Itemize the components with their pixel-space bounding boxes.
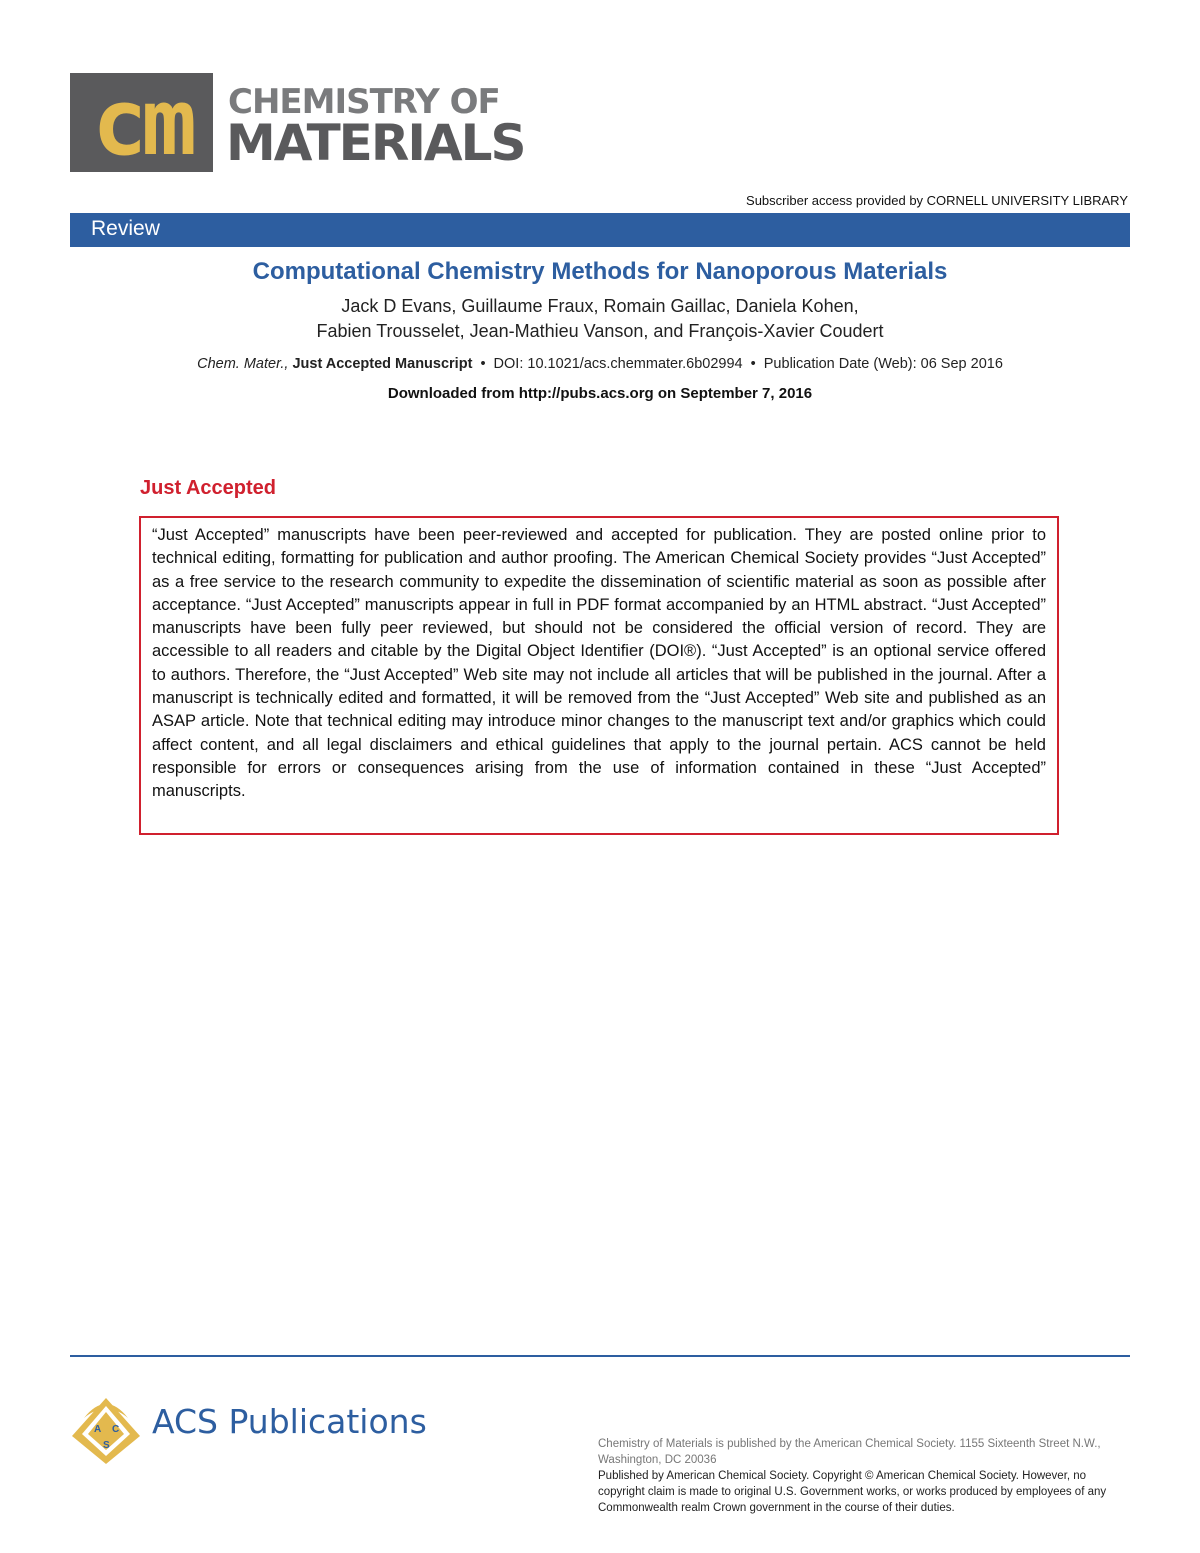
journal-logo <box>70 69 525 176</box>
journal-logo-mark: cm <box>70 73 213 172</box>
journal-logo-line2: MATERIALS <box>226 114 525 172</box>
seal-letter-a: A <box>94 1424 102 1435</box>
footer-divider <box>70 1355 1130 1357</box>
download-info: Downloaded from http://pubs.acs.org on September 7, 2016 <box>387 385 813 402</box>
just-accepted-notice: “Just Accepted” manuscripts have been peer-reviewed and accepted for publication. They are posted online prior to technical editing, formatting for publication and author proofing. The American Chemical Society provides “Just Accepted” as a free service to the research community to expedite the dissemination of scientific material as soon as possible after acceptance. “Just Accepted” manuscripts appear in full in PDF format accompanied by an HTML abstract. “Just Accepted” manuscripts have been fully peer reviewed, but should not be considered the official version of record. They are accessible to all readers and citable by the Digital Object Identifier (DOI®). “Just Accepted” is an optional service offered to authors. Therefore, the “Just Accepted” Web site may not include all articles that will be published in the journal. After a manuscript is technically edited and formatted, it will be removed from the “Just Accepted” Web site and published as an ASAP article. Note that technical editing may introduce minor changes to the manuscript text and/or graphics which could affect content, and all legal disclaimers and ethical guidelines that apply to the journal pertain. ACS cannot be held responsible for errors or consequences arising from the use of information contained in these “Just Accepted” manuscripts. <box>139 516 1059 835</box>
just-accepted-heading: Just Accepted <box>140 477 276 499</box>
acs-publications-logo <box>70 1392 450 1464</box>
citation-line <box>0 356 1200 372</box>
manuscript-status: Just Accepted Manuscript <box>292 356 473 372</box>
subscriber-access-note: Subscriber access provided by CORNELL UNIVERSITY LIBRARY <box>746 193 1128 208</box>
article-type-bar <box>70 213 1130 247</box>
publication-date: Publication Date (Web): 06 Sep 2016 <box>763 356 1003 372</box>
article-type-label: Review <box>91 217 160 240</box>
seal-letter-c: C <box>112 1424 120 1435</box>
publisher-notes <box>598 1436 1130 1516</box>
doi[interactable]: DOI: 10.1021/acs.chemmater.6b02994 <box>493 356 743 372</box>
acs-seal-icon <box>70 1392 142 1464</box>
authors-line-2: Fabien Trousselet, Jean-Mathieu Vanson, and François-Xavier Coudert <box>316 321 884 341</box>
journal-abbreviation: Chem. Mater., <box>197 356 289 372</box>
seal-letter-s: S <box>103 1440 110 1451</box>
copyright-note: Published by American Chemical Society. Copyright © American Chemical Society. However, no copyright claim is made to original U.S. Government works, or works produced by employees of any Commonwealth realm Crown government in the course of their duties. <box>598 1470 1107 1514</box>
acs-publications-wordmark: ACS Publications <box>152 1402 427 1441</box>
authors-line-1: Jack D Evans, Guillaume Fraux, Romain Gaillac, Daniela Kohen, <box>341 296 859 316</box>
paper-title: Computational Chemistry Methods for Nanoporous Materials <box>252 258 948 285</box>
publisher-address-note: Chemistry of Materials is published by the American Chemical Society. 1155 Sixteenth Street N.W., Washington, DC 20036 <box>598 1438 1101 1466</box>
separator: • <box>480 356 486 372</box>
journal-logo-line1: CHEMISTRY OF <box>228 82 500 122</box>
separator: • <box>750 356 756 372</box>
